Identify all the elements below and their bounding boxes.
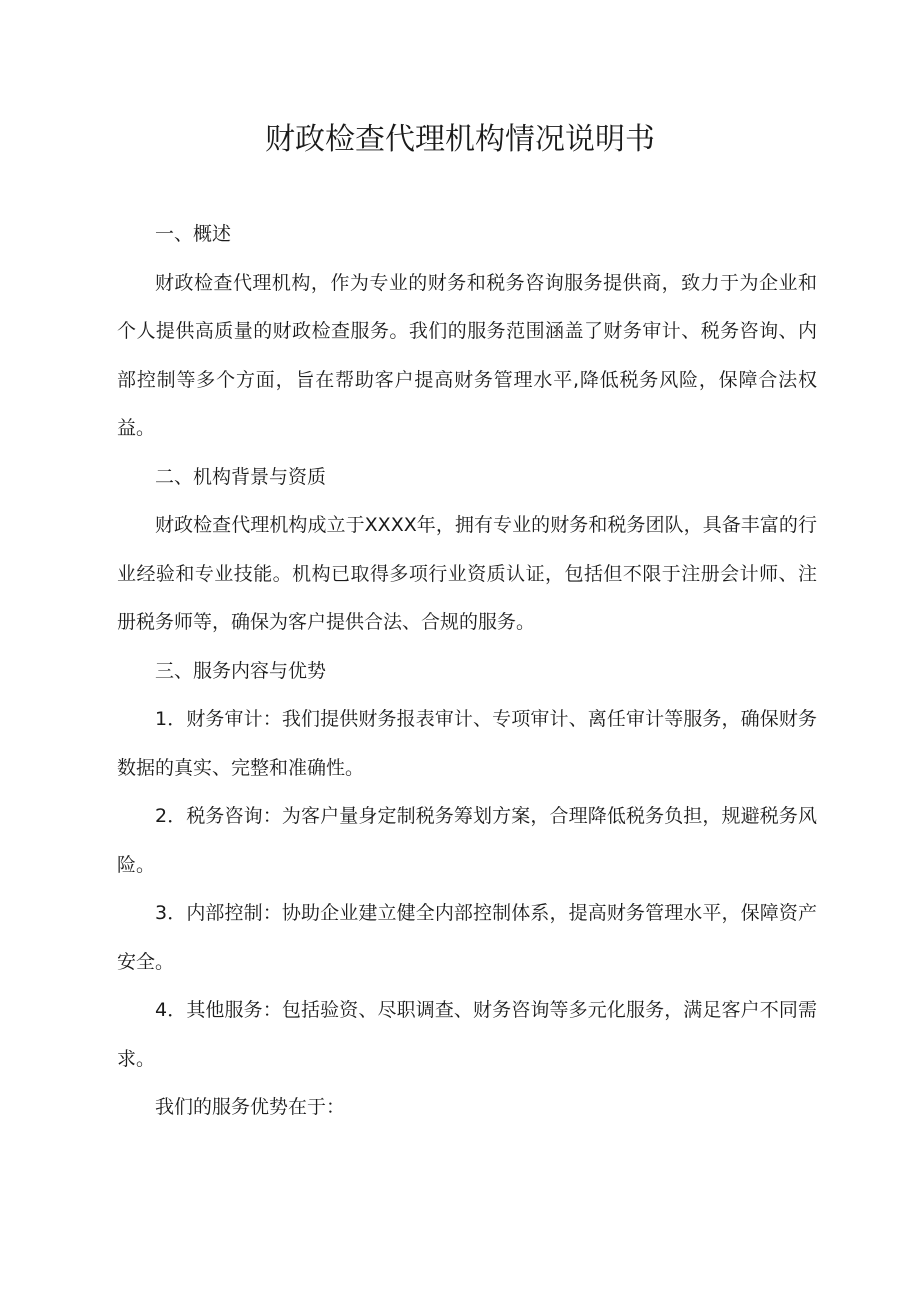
list-item-internal-control: 3．内部控制：协助企业建立健全内部控制体系，提高财务管理水平，保障资产安全。 bbox=[117, 902, 817, 973]
list-item-audit: 1．财务审计：我们提供财务报表审计、专项审计、离任审计等服务，确保财务数据的真实、完整和准确性。 bbox=[117, 708, 817, 779]
paragraph-advantages-intro: 我们的服务优势在于： bbox=[155, 1096, 346, 1118]
section-heading-overview: 一、概述 bbox=[155, 223, 232, 245]
paragraph-background: 财政检查代理机构成立于XXXX年，拥有专业的财务和税务团队，具备丰富的行业经验和专业技能。机构已取得多项行业资质认证，包括但不限于注册会计师、注册税务师等，确保为客户提供合法、合规的服务。 bbox=[117, 514, 817, 633]
section-heading-services: 三、服务内容与优势 bbox=[155, 659, 327, 682]
section-heading-background: 二、机构背景与资质 bbox=[155, 465, 327, 488]
list-item-other-services: 4．其他服务：包括验资、尽职调查、财务咨询等多元化服务，满足客户不同需求。 bbox=[117, 999, 817, 1070]
document-body bbox=[117, 210, 817, 1132]
paragraph-overview: 财政检查代理机构，作为专业的财务和税务咨询服务提供商，致力于为企业和个人提供高质量的财政检查服务。我们的服务范围涵盖了财务审计、税务咨询、内部控制等多个方面，旨在帮助客户提高财务管理水平,降低税务风险，保障合法权益。 bbox=[117, 271, 817, 439]
list-item-tax-consulting: 2．税务咨询：为客户量身定制税务筹划方案，合理降低税务负担，规避税务风险。 bbox=[117, 805, 817, 876]
document-title: 财政检查代理机构情况说明书 bbox=[265, 122, 655, 157]
